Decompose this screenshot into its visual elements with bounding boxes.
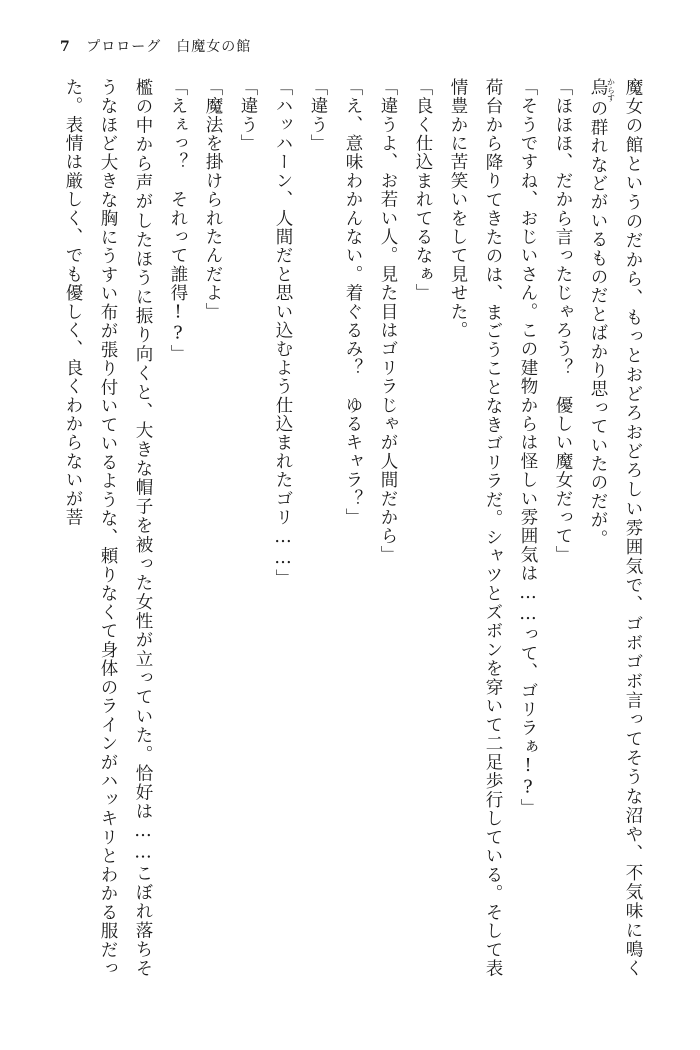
paragraph: 魔女の館というのだから、もっとおどろおどろしい雰囲気で、ゴボゴボ言ってそうな沼や、不気味に鳴く烏からすの群れなどがいるものだとばかり思っていたのだが。 [588, 78, 643, 978]
running-header [60, 36, 251, 56]
paragraph: 「違う」 [308, 78, 328, 153]
paragraph: 「えぇっ？ それって誰得!?」 [168, 78, 188, 364]
paragraph: 「魔法を掛けられたんだよ」 [203, 78, 223, 322]
paragraph: 荷台から降りてきたのは、まごうことなきゴリラだ。シャツとズボンを穿いて二足歩行している。そして表情豊かに苦笑いをして見せた。 [448, 78, 503, 978]
paragraph: 「違うよ、お若い人。見た目はゴリラじゃが人間だから」 [378, 78, 398, 565]
page-number: 7 [60, 39, 71, 55]
paragraph: 「え、意味わかんない。着ぐるみ？ ゆるキャラ？」 [343, 78, 363, 527]
ruby-annotation: 烏からす [588, 78, 616, 102]
paragraph: 「ほほほ、だから言ったじゃろう？ 優しい魔女だって」 [553, 78, 573, 565]
paragraph: 「そうですね、おじいさん。この建物からは怪しい雰囲気は……って、ゴリラぁ!?」 [518, 78, 538, 818]
paragraph: 檻の中から声がしたほうに振り向くと、大きな帽子を被った女性が立っていた。恰好は……こぼれ落ちそうなほど大きな胸にうすい布が張り付いているような、頼りなくて身体のラインがハッキリとわかる服だった。表情は厳しく、でも優しく、良くわからないが菩 [63, 78, 153, 978]
paragraph: 「ハッハーン、人間だと思い込むよう仕込まれたゴリ……」 [273, 78, 293, 588]
body-text [46, 78, 650, 978]
paragraph: 「違う」 [238, 78, 258, 153]
chapter-title: プロローグ 白魔女の館 [86, 39, 252, 55]
paragraph: 「良く仕込まれてるなぁ」 [413, 78, 433, 303]
